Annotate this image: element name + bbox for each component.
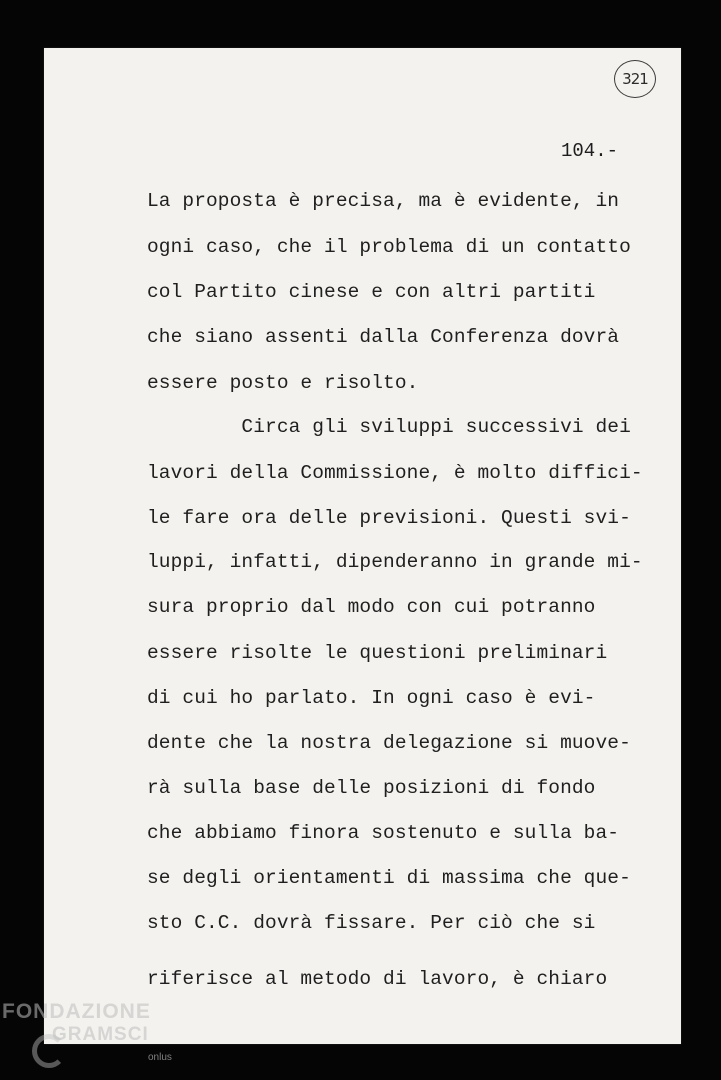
foundation-watermark [2, 1000, 172, 1063]
page-number: 104.- [561, 140, 619, 162]
text-line: ogni caso, che il problema di un contatto [147, 236, 631, 258]
text-line: essere posto e risolto. [147, 372, 419, 394]
text-line: dente che la nostra delegazione si muove- [147, 732, 631, 754]
text-line: che abbiamo finora sostenuto e sulla ba- [147, 822, 620, 844]
text-line: col Partito cinese e con altri partiti [147, 281, 596, 303]
watermark-line-2: GRAMSCI [52, 1024, 149, 1045]
text-line: rà sulla base delle posizioni di fondo [147, 777, 596, 799]
watermark-line-1: FONDAZIONE [2, 1000, 151, 1023]
watermark-logo-icon [32, 1034, 66, 1068]
watermark-onlus: onlus [148, 1052, 172, 1063]
text-line: riferisce al metodo di lavoro, è chiaro [147, 968, 608, 990]
text-line: La proposta è precisa, ma è evidente, in [147, 190, 620, 212]
archive-stamp-number: 321 [622, 70, 648, 88]
text-line: se degli orientamenti di massima che que- [147, 867, 631, 889]
text-line: le fare ora delle previsioni. Questi svi- [147, 507, 631, 529]
text-line: che siano assenti dalla Conferenza dovrà [147, 326, 620, 348]
text-line: sto C.C. dovrà fissare. Per ciò che si [147, 912, 596, 934]
text-line: lavori della Commissione, è molto diffici- [147, 462, 643, 484]
typewritten-body [44, 48, 681, 1044]
text-line: sura proprio dal modo con cui potranno [147, 596, 596, 618]
text-line: luppi, infatti, dipenderanno in grande mi- [147, 551, 643, 573]
text-line: essere risolte le questioni preliminari [147, 642, 608, 664]
text-line: Circa gli sviluppi successivi dei [147, 416, 631, 438]
document-page [44, 48, 681, 1044]
text-line: di cui ho parlato. In ogni caso è evi- [147, 687, 596, 709]
